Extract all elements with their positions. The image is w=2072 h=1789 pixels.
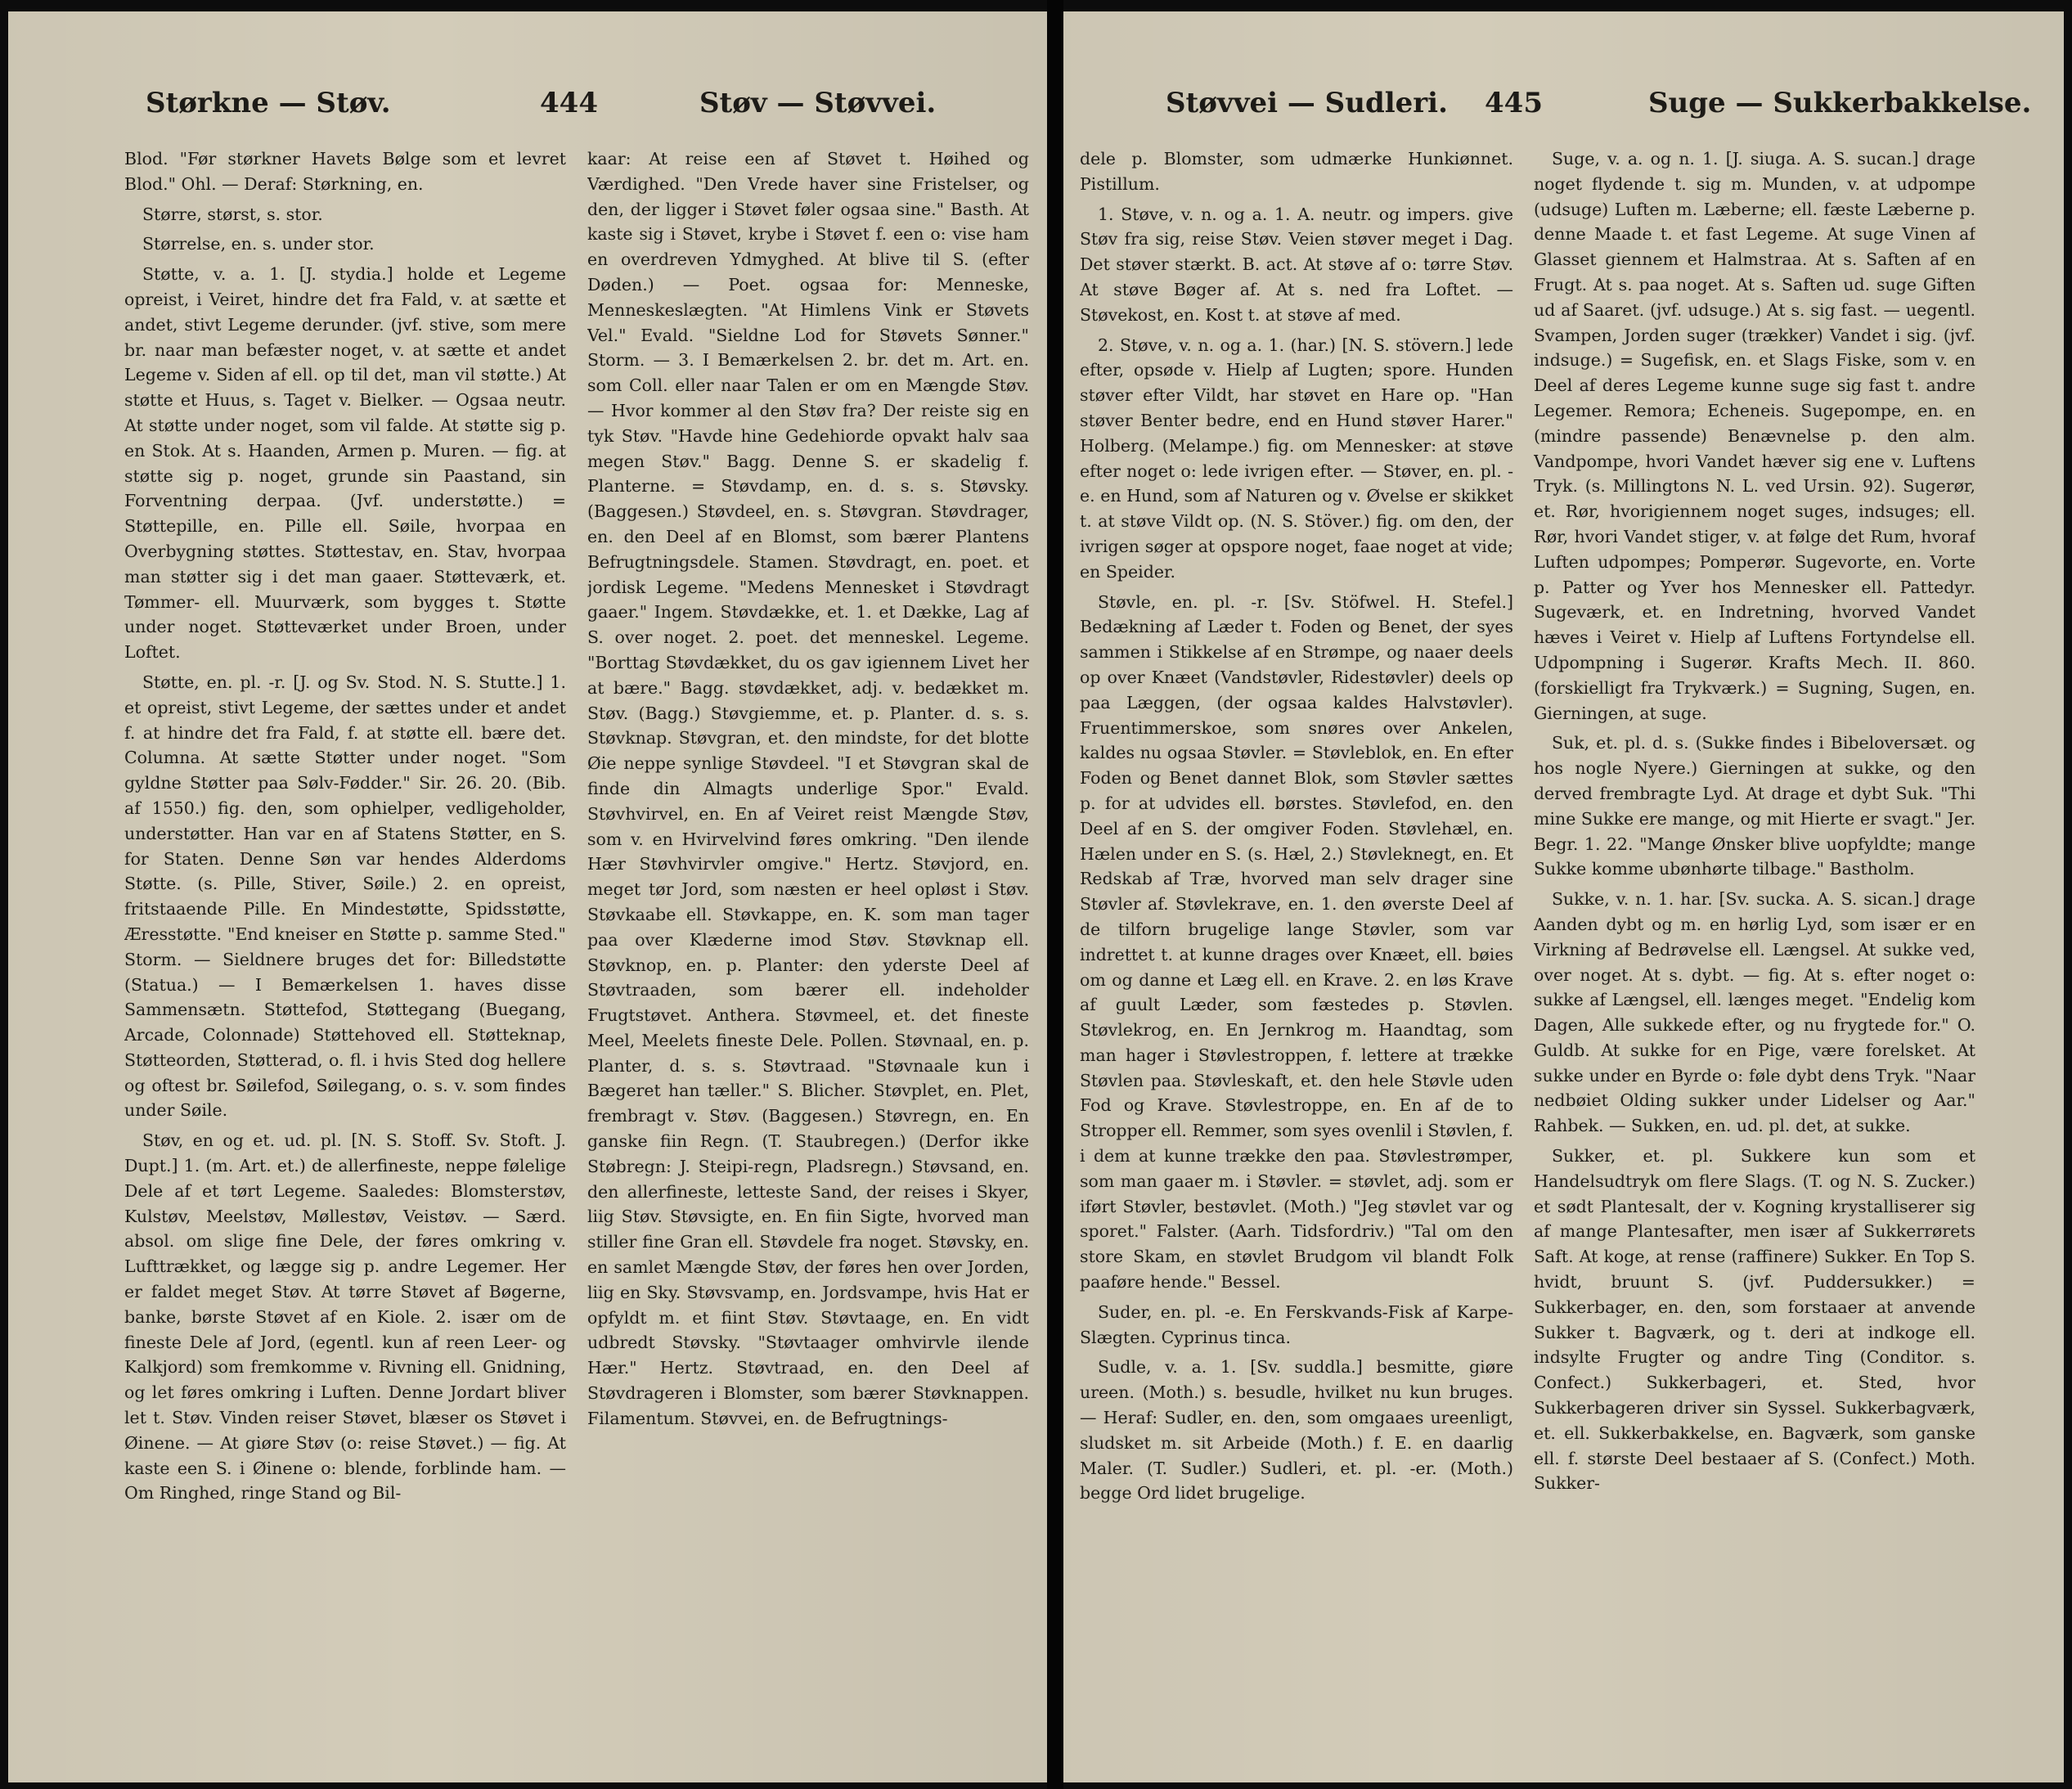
entry-paragraph: Suder, en. pl. -e. En Ferskvands-Fisk af Karpe-Slægten. Cyprinus tinca. [1080, 1301, 1513, 1347]
entry-paragraph: Blod. "Før størkner Havets Bølge som et levret Blod." Ohl. — Deraf: Størkning, en. [124, 149, 566, 194]
entry-paragraph: Støtte, en. pl. -r. [J. og Sv. Stod. N. S. Stutte.] 1. et opreist, stivt Legeme, der sættes under et andet f. at hindre det fra Fald, f. at støtte ell. bære det. Columna. At sætte Støtter under noget. "Som gyldne Støtter paa Sølv-Fødder." Sir. 26. 20. (Bib. af 1550.) fig. den, som ophielper, vedligeholder, understøtter. Han var en af Statens Støtter, en S. for Staten. Denne Søn var hendes Alderdoms Støtte. (s. Pille, Stiver, Søile.) 2. en opreist, fritstaaende Pille. En Mindestøtte, Spidsstøtte, Æresstøtte. "End kneiser en Støtte p. samme Sted." Storm. — Sieldnere bruges det for: Billedstøtte (Statua.) — I Bemærkelsen 1. haves disse Sammensætn. Støttefod, Støttegang (Buegang, Arcade, Colonnade) Støttehoved ell. Støtteknap, Støtteorden, Støtterad, o. fl. i hvis Sted dog hellere og oftest br. Søilefod, Søilegang, o. s. v. som findes under Søile. [124, 672, 566, 1121]
entry-paragraph: Sukke, v. n. 1. har. [Sv. sucka. A. S. sican.] drage Aanden dybt og m. en hørlig Lyd, som især er en Virkning af Bedrøvelse ell. Længsel. At sukke ved, over noget. At s. dybt. — fig. At s. efter noget o: sukke af Længsel, ell. længes meget. "Endelig kom Dagen, Alle sukkede efter, og nu frygtede for." O. Guldb. At sukke for en Pige, være forelsket. At sukke under en Byrde o: føle dybt dens Tryk. "Naar nedbøiet Olding sukker under Lidelser og Aar." Rahbek. — Sukken, en. ud. pl. det, at sukke. [1534, 889, 1975, 1136]
entry-paragraph: Størrelse, en. s. under stor. [142, 234, 375, 254]
right-page-column-2 [1534, 146, 1975, 1750]
left-page-column-2 [587, 146, 1029, 1750]
entry-paragraph: 2. Støve, v. n. og a. 1. (har.) [N. S. stövern.] lede efter, opsøde v. Hielp af Lugten; spore. Hunden støver efter Vildt, har støvet en Hare op. "Han støver Benter bedre, end en Hund støver Harer." Holberg. (Melampe.) fig. om Mennesker: at støve efter noget o: lede ivrigen efter. — Støver, en. pl. -e. en Hund, som af Naturen og v. Øvelse er skikket t. at støve Vildt op. (N. S. Stöver.) fig. om den, der ivrigen søger at opspore noget, faae noget at vide; en Speider. [1080, 335, 1513, 582]
left-page-column-1 [124, 146, 566, 1750]
entry-paragraph: Støtte, v. a. 1. [J. stydia.] holde et Legeme opreist, i Veiret, hindre det fra Fald, v. at sætte et andet, stivt Legeme derunder. (jvf. stive, som mere br. naar man befæster noget, v. at sætte et andet Legeme v. Siden af ell. op til det, man vil støtte.) At støtte et Huus, s. Taget v. Bielker. — Ogsaa neutr. At støtte under noget, som vil falde. At støtte sig p. en Stok. At s. Haanden, Armen p. Muren. — fig. at støtte sig p. noget, grunde sin Paastand, sin Forventning derpaa. (Jvf. understøtte.) = Støttepille, en. Pille ell. Søile, hvorpaa en Overbygning støttes. Støttestav, en. Stav, hvorpaa man støtter sig i det man gaaer. Støtteværk, et. Tømmer- ell. Muurværk, som bygges t. Støtte under noget. Støtteværket under Broen, under Loftet. [124, 264, 566, 663]
entry-paragraph: dele p. Blomster, som udmærke Hunkiønnet. Pistillum. [1080, 149, 1513, 194]
book-gutter [1047, 0, 1063, 1789]
right-page [1063, 11, 2064, 1782]
entry-paragraph: Suge, v. a. og n. 1. [J. siuga. A. S. sucan.] drage noget flydende t. sig m. Munden, v. at udpompe (udsuge) Luften m. Læberne; ell. fæste Læberne p. denne Maade t. et fast Legeme. At suge Vinen af Glasset giennem et Halmstraa. At s. Saften af en Frugt. At s. paa noget. At s. Saften ud. suge Giften ud af Saaret. (jvf. udsuge.) At s. sig fast. — uegentl. Svampen, Jorden suger (trækker) Vandet i sig. (jvf. indsuge.) = Sugefisk, en. et Slags Fiske, som v. en Deel af deres Legeme kunne suge sig fast t. andre Legemer. Remora; Echeneis. Sugepompe, en. en (mindre passende) Benævnelse p. den alm. Vandpompe, hvori Vandet hæver sig ene v. Luftens Tryk. (s. Millingtons N. L. ved Ursin. 92). Sugerør, et. Rør, hvorigiennem noget suges, indsuges; ell. Rør, hvori Vandet stiger, v. at følge det Rum, hvoraf Luften udpompes; Pomperør. Sugevorte, en. Vorte p. Patter og Yver hos Mennesker ell. Pattedyr. Sugeværk, et. en Indretning, hvorved Vandet hæves i Veiret v. Hielp af Luftens Fortyndelse ell. Udpompning i Sugerør. Krafts Mech. II. 860. (forskielligt fra Trykværk.) = Sugning, Sugen, en. Gierningen, at suge. [1534, 149, 1975, 723]
right-header-guideword-start: Støvvei — Sudleri. [1166, 87, 1448, 119]
right-header-guideword-end: Suge — Sukkerbakkelse. [1648, 87, 2032, 119]
right-page-column-1 [1080, 146, 1513, 1750]
entry-paragraph: Støvle, en. pl. -r. [Sv. Stöfwel. H. Stefel.] Bedækning af Læder t. Foden og Benet, der syes sammen i Stikkelse af en Strømpe, og naaer deels op over Knæet (Vandstøvler, Ridestøvler) deels op paa Læggen, (der ogsaa kaldes Halvstøvler). Fruentimmerskoe, som snøres over Ankelen, kaldes nu ogsaa Støvler. = Støvleblok, en. En efter Foden og Benet dannet Blok, som Støvler sættes p. for at udvides ell. børstes. Støvlefod, en. den Deel af en S. der omgiver Foden. Støvlehæl, en. Hælen under en S. (s. Hæl, 2.) Støvleknegt, en. Et Redskab af Træ, hvorved man selv drager sine Støvler af. Støvlekrave, en. 1. den øverste Deel af de tilforn brugelige lange Støvler, som var indrettet t. at kunne drages over Knæet, ell. bøies om og danne et Læg ell. en Krave. 2. en løs Krave af guult Læder, som fæstedes p. Støvlen. Støvlekrog, en. En Jernkrog m. Haandtag, som man hager i Støvlestroppen, f. lettere at trække Støvlen paa. Støvleskaft, et. den hele Støvle uden Fod og Krave. Støvlestroppe, en. En af de to Stropper ell. Remmer, som syes ovenlil i Støvlen, f. i dem at kunne trække den paa. Støvlestrømper, som man gaaer m. i Støvler. = støvlet, adj. som er iført Støvler, bestøvlet. (Moth.) "Jeg støvlet var og sporet." Falster. (Aarh. Tidsfordriv.) "Tal om den store Skam, en støvlet Brudgom vil blandt Folk paaføre hende." Bessel. [1080, 591, 1513, 1292]
entry-paragraph: 1. Støve, v. n. og a. 1. A. neutr. og impers. give Støv fra sig, reise Støv. Veien støver meget i Dag. Det støver stærkt. B. act. At støve af o: tørre Støv. At støve Bøger af. At s. ned fra Loftet. — Støvekost, en. Kost t. at støve af med. [1080, 204, 1513, 325]
entry-paragraph: kaar: At reise een af Støvet t. Høihed og Værdighed. "Den Vrede haver sine Fristelser, og den, der ligger i Støvet føler ogsaa sine." Basth. At kaste sig i Støvet, krybe i Støvet f. een o: vise ham en overdreven Ydmyghed. At blive til S. (efter Døden.) — Poet. ogsaa for: Menneske, Menneskeslægten. "At Himlens Vink er Støvets Vel." Evald. "Sieldne Lod for Støvets Sønner." Storm. — 3. I Bemærkelsen 2. br. det m. Art. en. som Coll. eller naar Talen er om en Mængde Støv. — Hvor kommer al den Støv fra? Der reiste sig en tyk Støv. "Havde hine Gedehiorde opvakt halv saa megen Støv." Bagg. Denne S. er skadelig f. Planterne. = Støvdamp, en. d. s. s. Støvsky. (Baggesen.) Støvdeel, en. s. Støvgran. Støvdrager, en. den Deel af en Blomst, som bærer Plantens Befrugtningsdele. Stamen. Støvdragt, en. poet. et jordisk Legeme. "Medens Mennesket i Støvdragt gaaer." Ingem. Støvdække, et. 1. et Dække, Lag af S. over noget. 2. poet. det menneskel. Legeme. "Borttag Støvdækket, du os gav igiennem Livet her at bære." Bagg. støvdækket, adj. v. bedækket m. Støv. (Bagg.) Støvgiemme, et. p. Planter. d. s. s. Støvknap. Støvgran, et. den mindste, for det blotte Øie neppe synlige Støvdeel. "I et Støvgran skal de finde din Almagts underlige Spor." Evald. Støvhvirvel, en. En af Veiret reist Mængde Støv, som v. en Hvirvelvind føres omkring. "Den ilende Hær Støvhvirvler omgive." Hertz. Støvjord, en. meget tør Jord, som næsten er heel opløst i Støv. Støvkaabe ell. Støvkappe, en. K. som man tager paa over Klæderne imod Støv. Støvknap ell. Støvknop, en. p. Planter: den yderste Deel af Støvtraaden, som bærer ell. indeholder Frugtstøvet. Anthera. Støvmeel, et. det fineste Meel, Meelets fineste Dele. Pollen. Støvnaal, en. p. Planter, d. s. s. Støvtraad. "Støvnaale kun i Bægeret han tæller." S. Blicher. Støvplet, en. Plet, frembragt v. Støv. (Baggesen.) Støvregn, en. En ganske fiin Regn. (T. Staubregen.) (Derfor ikke Støbregn: J. Steipi-regn, Pladsregn.) Støvsand, en. den allerfineste, letteste Sand, der reises i Skyer, liig Støv. Støvsigte, en. En fiin Sigte, hvorved man stiller fine Gran ell. Støvdele fra noget. Støvsky, en. en samlet Mængde Støv, der føres hen over Jorden, liig en Sky. Støvsvamp, en. Jordsvampe, hvis Hat er opfyldt m. et fiint Støv. Støvtaage, en. En vidt udbredt Støvsky. "Støvtaager omhvirvle ilende Hær." Hertz. Støvtraad, en. den Deel af Støvdrageren i Blomster, som bærer Støvknappen. Filamentum. Støvvei, en. de Befrugtnings- [587, 149, 1029, 1428]
entry-paragraph: Større, størst, s. stor. [142, 204, 323, 224]
right-page-number: 445 [1485, 87, 1543, 119]
entry-paragraph: Sukker, et. pl. Sukkere kun som et Handelsudtryk om flere Slags. (T. og N. S. Zucker.) et sødt Plantesalt, der v. Kogning krystalliserer sig af mange Plantesafter, men især af Sukkerrørets Saft. At koge, at rense (raffinere) Sukker. En Top S. hvidt, bruunt S. (jvf. Puddersukker.) = Sukkerbager, en. den, som forstaaer at anvende Sukker t. Bagværk, og t. deri at indkoge ell. indsylte Frugter og andre Ting (Conditor. s. Confect.) Sukkerbageri, et. Sted, hvor Sukkerbageren driver sin Syssel. Sukkerbagværk, et. ell. Sukkerbakkelse, en. Bagværk, som ganske ell. f. største Deel bestaaer af S. (Confect.) Moth. Sukker- [1534, 1146, 1975, 1494]
entry-paragraph: Suk, et. pl. d. s. (Sukke findes i Bibeloversæt. og hos nogle Nyere.) Gierningen at sukke, og den derved frembragte Lyd. At drage et dybt Suk. "Thi mine Sukke ere mange, og mit Hierte er svagt." Jer. Begr. 1. 22. "Mange Ønsker blive uopfyldte; mange Sukke komme ubønhørte tilbage." Bastholm. [1534, 733, 1975, 879]
entry-paragraph: Sudle, v. a. 1. [Sv. suddla.] besmitte, giøre ureen. (Moth.) s. besudle, hvilket nu kun bruges. — Heraf: Sudler, en. den, som omgaaes ureenligt, sludsket m. sit Arbeide (Moth.) f. E. en daarlig Maler. (T. Sudler.) Sudleri, et. pl. -er. (Moth.) begge Ord lidet brugelige. [1080, 1357, 1513, 1504]
entry-paragraph: Støv, en og et. ud. pl. [N. S. Stoff. Sv. Stoft. J. Dupt.] 1. (m. Art. et.) de allerfineste, neppe følelige Dele af et tørt Legeme. Saaledes: Blomsterstøv, Kulstøv, Meelstøv, Møllestøv, Veistøv. — Særd. absol. om slige fine Dele, der føres omkring v. Lufttrækket, og lægge sig p. andre Legemer. Her er faldet meget Støv. At tørre Støvet af Bøgerne, banke, børste Støvet af en Kiole. 2. især om de fineste Dele af Jord, (egentl. kun af reen Leer- og Kalkjord) som fremkomme v. Rivning ell. Gnidning, og let føres omkring i Luften. Denne Jordart bliver let t. Støv. Vinden reiser Støvet, blæser os Støvet i Øinene. — At giøre Støv (o: reise Støvet.) — fig. At kaste een S. i Øinene o: blende, forblinde ham. — Om Ringhed, ringe Stand og Bil- [124, 1130, 566, 1504]
left-page [8, 11, 1047, 1782]
left-page-number: 444 [540, 87, 598, 119]
right-page-header [1063, 87, 2064, 129]
left-header-guideword-start: Størkne — Støv. [146, 87, 391, 119]
left-page-header [8, 87, 1047, 129]
left-header-guideword-end: Støv — Støvvei. [699, 87, 937, 119]
